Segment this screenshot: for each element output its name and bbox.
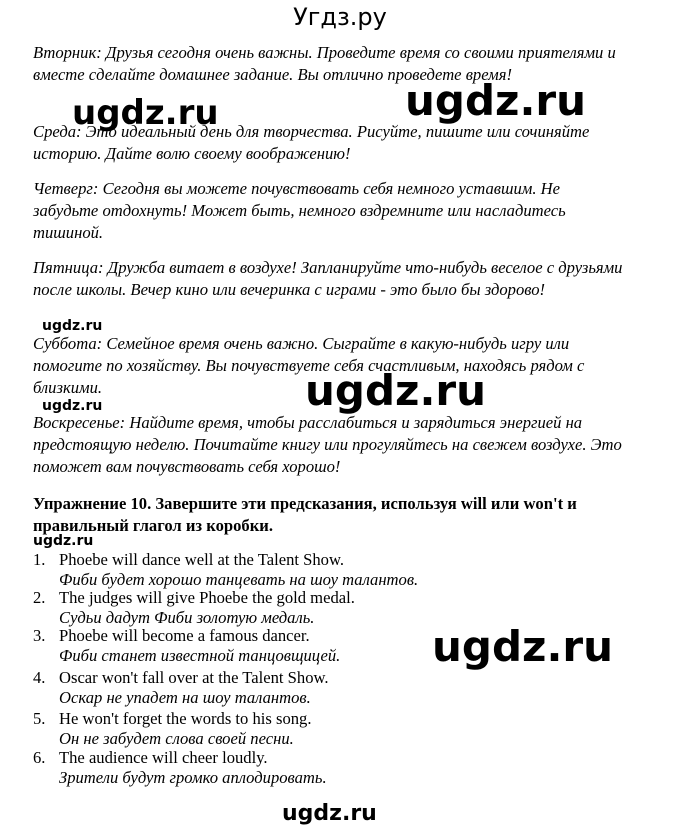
item-translation: Фиби станет известной танцовщицей.: [59, 646, 341, 665]
item-translation: Зрители будут громко аплодировать.: [59, 768, 327, 787]
watermark: ugdz.ru: [42, 398, 103, 414]
watermark: ugdz.ru: [282, 801, 377, 826]
item-sentence: He won't forget the words to his song.: [59, 709, 312, 728]
item-number: 6.: [33, 748, 46, 767]
item-number: 2.: [33, 588, 46, 607]
forecast-tuesday: Вторник: Друзья сегодня очень важны. Проведите время со своими приятелями и вместе сделайте домашнее задание. Вы отлично проведете время!: [33, 43, 616, 84]
forecast-wednesday: Среда: Это идеальный день для творчества. Рисуйте, пишите или сочиняйте историю. Дайте волю своему воображению!: [33, 122, 590, 163]
watermark: ugdz.ru: [42, 318, 103, 334]
item-translation: Фиби будет хорошо танцевать на шоу талантов.: [59, 570, 419, 589]
forecast-saturday: Суббота: Семейное время очень важно. Сыграйте в какую-нибудь игру или помогите по хозяйству. Вы почувствуете себя счастливым, находясь рядом с близкими.: [33, 334, 585, 397]
watermark: ugdz.ru: [72, 93, 219, 133]
item-sentence: The audience will cheer loudly.: [59, 748, 268, 767]
forecast-sunday: Воскресенье: Найдите время, чтобы расслабиться и зарядиться энергией на предстоящую неделю. Почитайте книгу или прогуляйтесь на свежем воздухе. Это поможет вам почувствовать себя хорошо!: [33, 413, 622, 476]
item-sentence: The judges will give Phoebe the gold medal.: [59, 588, 355, 607]
item-translation: Он не забудет слова своей песни.: [59, 729, 294, 748]
forecast-friday: Пятница: Дружба витает в воздухе! Запланируйте что-нибудь веселое с друзьями после школы. Вечер кино или вечеринка с играми - это было бы здорово!: [33, 258, 623, 299]
item-number: 4.: [33, 668, 46, 687]
watermark: ugdz.ru: [432, 622, 614, 671]
item-number: 1.: [33, 550, 46, 569]
site-title: Угдз.ру: [293, 3, 387, 31]
item-number: 3.: [33, 626, 46, 645]
item-number: 5.: [33, 709, 46, 728]
item-sentence: Phoebe will dance well at the Talent Show.: [59, 550, 345, 569]
watermark: ugdz.ru: [305, 366, 487, 415]
item-translation: Судьи дадут Фиби золотую медаль.: [59, 608, 315, 627]
exercise-title: Упражнение 10. Завершите эти предсказания, используя will или won't и правильный глагол из коробки.: [33, 494, 577, 535]
watermark: ugdz.ru: [405, 76, 587, 125]
item-sentence: Phoebe will become a famous dancer.: [59, 626, 310, 645]
forecast-thursday: Четверг: Сегодня вы можете почувствовать себя немного уставшим. Не забудьте отдохнуть! Может быть, немного вздремните или насладитесь тишиной.: [33, 179, 566, 242]
watermark: ugdz.ru: [33, 533, 94, 549]
item-translation: Оскар не упадет на шоу талантов.: [59, 688, 311, 707]
item-sentence: Oscar won't fall over at the Talent Show.: [59, 668, 329, 687]
